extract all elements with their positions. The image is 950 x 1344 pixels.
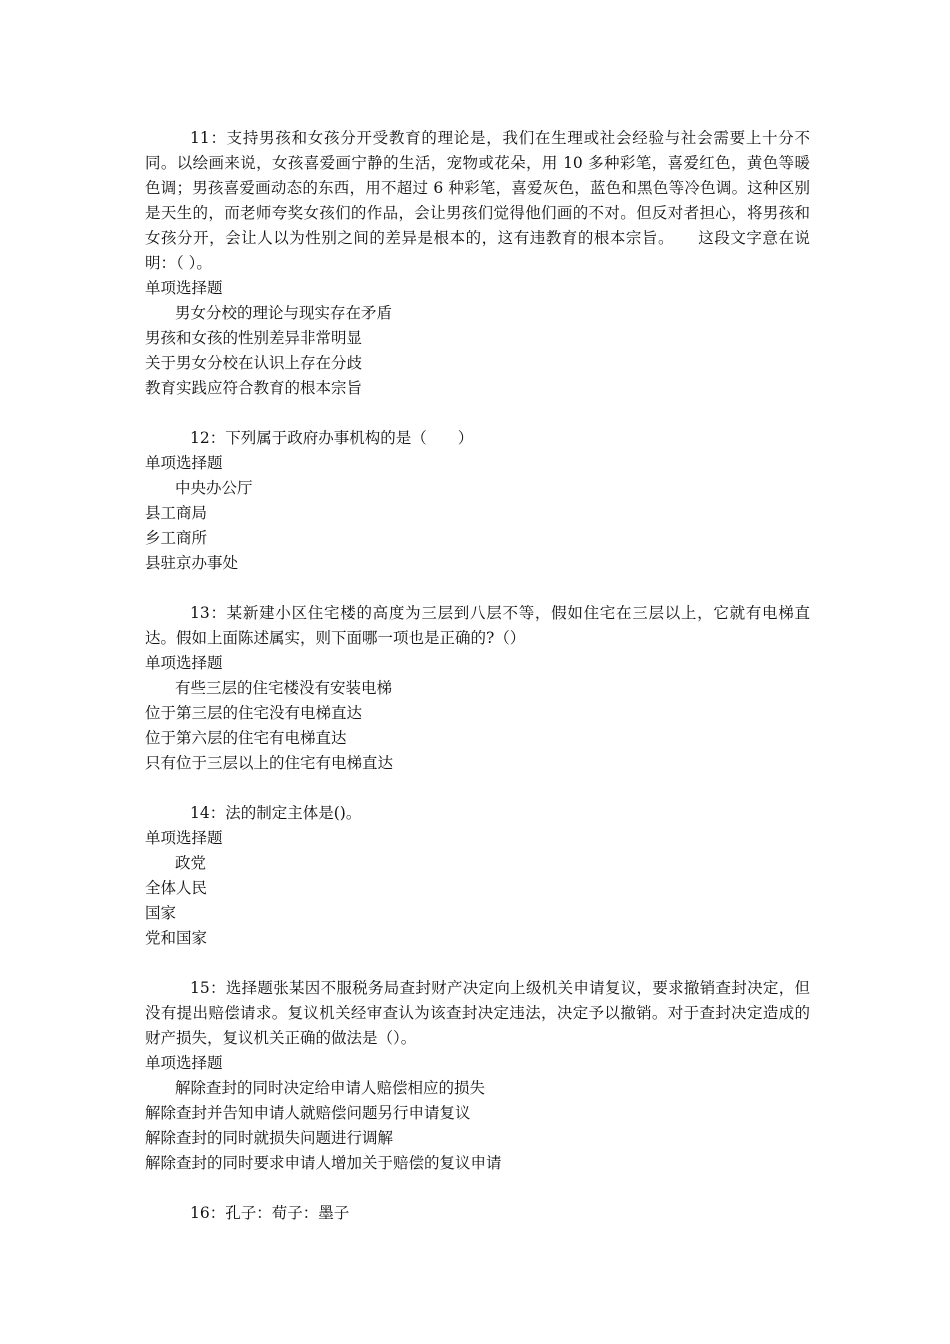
spacer [145,401,810,426]
option-b[interactable]: 位于第三层的住宅没有电梯直达 [145,704,363,722]
question-15 [145,976,810,1176]
option-a[interactable]: 有些三层的住宅楼没有安装电梯 [175,679,393,697]
option-b[interactable]: 男孩和女孩的性别差异非常明显 [145,329,363,347]
option-d[interactable]: 党和国家 [145,929,208,947]
question-text: 16：孔子：荀子：墨子 [190,1204,350,1222]
option-a[interactable]: 中央办公厅 [175,479,253,497]
option-b[interactable]: 解除查封并告知申请人就赔偿问题另行申请复议 [145,1104,471,1122]
question-type: 单项选择题 [145,454,223,472]
document-page [145,126,810,1226]
question-text: 11：支持男孩和女孩分开受教育的理论是，我们在生理或社会经验与社会需要上十分不同。以绘画来说，女孩喜爱画宁静的生活，宠物或花朵，用 10 多种彩笔，喜爱红色，黄色等暖色调；男孩喜爱画动态的东西，用不超过 6 种彩笔，喜爱灰色，蓝色和黑色等冷色调。这种区别是天生的，而老师夸奖女孩们的作品，会让男孩们觉得他们画的不对。但反对者担心，将男孩和女孩分开，会让人以为性别之间的差异是根本的，这有违教育的根本宗旨。 这段文字意在说明：（ ）。 [145,129,810,272]
spacer [145,951,810,976]
question-type: 单项选择题 [145,654,223,672]
question-text: 12：下列属于政府办事机构的是（ ） [190,429,474,447]
option-d[interactable]: 教育实践应符合教育的根本宗旨 [145,379,363,397]
option-b[interactable]: 全体人民 [145,879,208,897]
option-b[interactable]: 县工商局 [145,504,208,522]
option-d[interactable]: 只有位于三层以上的住宅有电梯直达 [145,754,394,772]
question-12 [145,426,810,576]
option-d[interactable]: 县驻京办事处 [145,554,239,572]
option-c[interactable]: 位于第六层的住宅有电梯直达 [145,729,347,747]
question-13 [145,601,810,776]
question-16 [145,1201,810,1226]
spacer [145,1176,810,1201]
question-type: 单项选择题 [145,279,223,297]
option-c[interactable]: 乡工商所 [145,529,208,547]
option-c[interactable]: 解除查封的同时就损失问题进行调解 [145,1129,394,1147]
question-type: 单项选择题 [145,829,223,847]
spacer [145,776,810,801]
option-d[interactable]: 解除查封的同时要求申请人增加关于赔偿的复议申请 [145,1154,502,1172]
question-text: 14：法的制定主体是()。 [190,804,362,822]
option-a[interactable]: 男女分校的理论与现实存在矛盾 [175,304,393,322]
question-text: 15：选择题张某因不服税务局查封财产决定向上级机关申请复议，要求撤销查封决定，但没有提出赔偿请求。复议机关经审查认为该查封决定违法，决定予以撤销。对于查封决定造成的财产损失，复议机关正确的做法是（）。 [145,979,810,1047]
question-type: 单项选择题 [145,1054,223,1072]
option-a[interactable]: 政党 [175,854,207,872]
question-14 [145,801,810,951]
option-c[interactable]: 国家 [145,904,177,922]
option-c[interactable]: 关于男女分校在认识上存在分歧 [145,354,363,372]
spacer [145,576,810,601]
question-11 [145,126,810,401]
option-a[interactable]: 解除查封的同时决定给申请人赔偿相应的损失 [175,1079,486,1097]
question-text: 13：某新建小区住宅楼的高度为三层到八层不等，假如住宅在三层以上，它就有电梯直达。假如上面陈述属实，则下面哪一项也是正确的?（） [145,604,810,647]
